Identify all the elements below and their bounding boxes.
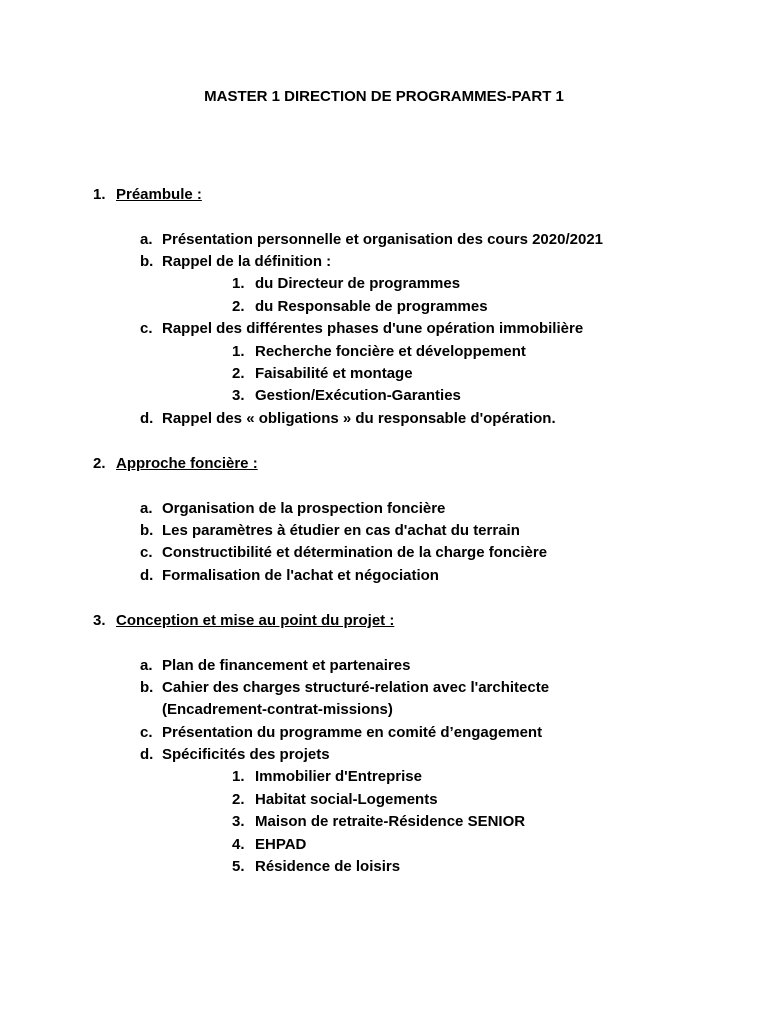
sub-list-number: 4. [232,836,245,853]
sub-list-item [232,858,400,875]
list-text: Constructibilité et détermination de la charge foncière [162,544,548,561]
list-text: Présentation du programme en comité d’engagement [162,724,543,741]
sub-list-number: 3. [232,813,245,830]
sub-list-text: Gestion/Exécution-Garanties [255,387,461,404]
sub-list-text: Immobilier d'Entreprise [255,768,422,785]
sub-list-number: 1. [232,768,245,785]
sub-list-text: Faisabilité et montage [255,365,413,382]
list-item [140,410,556,427]
sub-list-item [232,791,438,808]
list-text: Présentation personnelle et organisation des cours 2020/2021 [162,231,603,248]
sub-list-item [232,768,422,785]
sub-list-number: 3. [232,387,245,404]
list-item [140,746,330,763]
list-text: Rappel des « obligations » du responsable d'opération. [162,410,556,427]
sub-list-number: 2. [232,365,245,382]
list-item [140,522,520,539]
list-letter: b. [140,253,154,270]
sub-list-text: Maison de retraite-Résidence SENIOR [255,813,526,830]
list-item [140,231,603,248]
list-letter: c. [140,724,153,741]
sub-list-item [232,275,460,292]
list-letter: a. [140,657,153,674]
list-letter: d. [140,567,154,584]
list-letter: b. [140,522,154,539]
list-item [140,253,331,270]
list-item [140,567,439,584]
list-item-continuation: (Encadrement-contrat-missions) [162,701,393,718]
sub-list-number: 1. [232,343,245,360]
sub-list-item [232,836,306,853]
section-number: 1. [93,186,106,203]
list-text: Rappel de la définition : [162,253,332,270]
list-text: Rappel des différentes phases d'une opération immobilière [162,320,584,337]
list-text: Formalisation de l'achat et négociation [162,567,439,584]
sub-list-number: 1. [232,275,245,292]
list-letter: b. [140,679,154,696]
list-letter: a. [140,231,153,248]
section-title: Conception et mise au point du projet : [116,612,395,629]
section-number: 2. [93,455,106,472]
list-letter: a. [140,500,153,517]
sub-list-item [232,387,461,404]
list-text: Les paramètres à étudier en cas d'achat du terrain [162,522,520,539]
list-text: Plan de financement et partenaires [162,657,411,674]
sub-list-item [232,298,488,315]
list-item [140,544,547,561]
sub-list-number: 2. [232,298,245,315]
sub-list-item [232,343,526,360]
list-letter: d. [140,746,154,763]
sub-list-text: du Responsable de programmes [255,298,488,315]
sub-list-item [232,813,525,830]
list-letter: c. [140,320,153,337]
sub-list-text: Recherche foncière et développement [255,343,526,360]
section-title: Approche foncière : [116,455,258,472]
list-item [140,724,542,741]
document-title: MASTER 1 DIRECTION DE PROGRAMMES-PART 1 [204,88,564,105]
list-item [140,320,583,337]
sub-list-number: 2. [232,791,245,808]
sub-list-number: 5. [232,858,245,875]
section-heading-preambule [93,186,202,203]
list-item [140,657,410,674]
list-text: Organisation de la prospection foncière [162,500,446,517]
list-item [140,679,549,696]
list-letter: c. [140,544,153,561]
list-text: Cahier des charges structuré-relation avec l'architecte [162,679,550,696]
sub-list-item [232,365,413,382]
sub-list-text: Résidence de loisirs [255,858,401,875]
sub-list-text: Habitat social-Logements [255,791,438,808]
section-number: 3. [93,612,106,629]
list-text: Spécificités des projets [162,746,330,763]
section-heading-approche-fonciere [93,455,258,472]
section-title: Préambule : [116,186,202,203]
sub-list-text: EHPAD [255,836,307,853]
sub-list-text: du Directeur de programmes [255,275,461,292]
section-heading-conception [93,612,394,629]
list-letter: d. [140,410,154,427]
list-item [140,500,445,517]
